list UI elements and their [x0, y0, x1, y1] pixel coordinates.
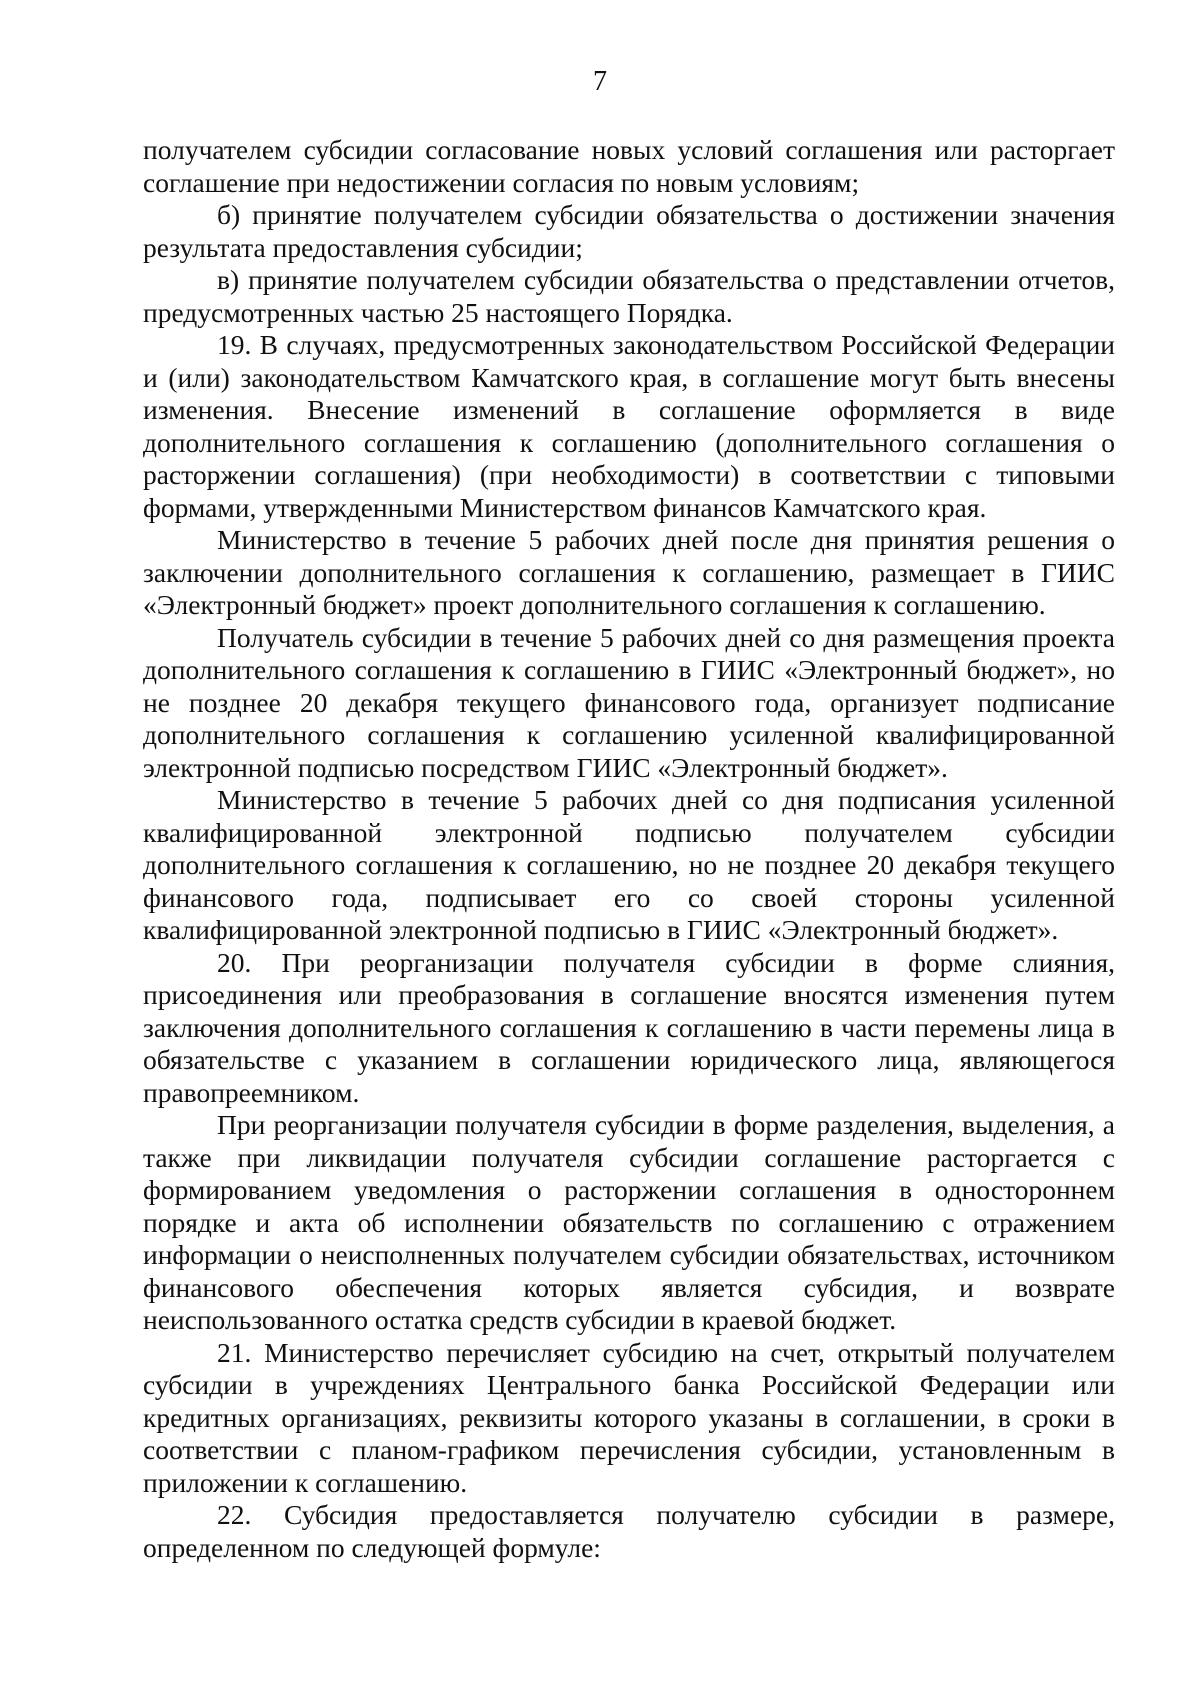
paragraph-21: 21. Министерство перечисляет субсидию на счет, открытый получателем субсидии в учреждениях Центрального банка Российской Федерации или кредитных организациях, реквизиты которого указаны в соглашении, в сроки в соответствии с планом-графиком перечисления субсидии, установленным в приложении к соглашению.: [143, 1336, 1115, 1498]
paragraph-19: 19. В случаях, предусмотренных законодательством Российской Федерации и (или) законодательством Камчатского края, в соглашение могут быть внесены изменения. Внесение изменений в соглашение оформляется в виде дополнительного соглашения к соглашению (дополнительного соглашения о расторжении соглашения) (при необходимости) в соответствии с типовыми формами, утвержденными Министерством финансов Камчатского края.: [143, 329, 1115, 523]
paragraph-22: 22. Субсидия предоставляется получателю субсидии в размере, определенном по следующей формуле:: [143, 1499, 1115, 1563]
paragraph-19-recipient: Получатель субсидии в течение 5 рабочих дней со дня размещения проекта дополнительного соглашения к соглашению в ГИИС «Электронный бюджет», но не позднее 20 декабря текущего финансового года, организует подписание дополнительного соглашения к соглашению усиленной квалифицированной электронной подписью посредством ГИИС «Электронный бюджет».: [143, 621, 1115, 783]
paragraph-item-b: б) принятие получателем субсидии обязательства о достижении значения результата предоставления субсидии;: [143, 199, 1115, 263]
paragraph-20: 20. При реорганизации получателя субсидии в форме слияния, присоединения или преобразования в соглашение вносятся изменения путем заключения дополнительного соглашения к соглашению в части перемены лица в обязательстве с указанием в соглашении юридического лица, являющегося правопреемником.: [143, 946, 1115, 1108]
page-number: 7: [593, 66, 607, 97]
paragraph-19-ministry: Министерство в течение 5 рабочих дней после дня принятия решения о заключении дополнительного соглашения к соглашению, размещает в ГИИС «Электронный бюджет» проект дополнительного соглашения к соглашению.: [143, 524, 1115, 620]
paragraph-20-division: При реорганизации получателя субсидии в форме разделения, выделения, а также при ликвидации получателя субсидии соглашение расторгается с формированием уведомления о расторжении соглашения в одностороннем порядке и акта об исполнении обязательств по соглашению с отражением информации о неисполненных получателем субсидии обязательствах, источником финансового обеспечения которых является субсидия, и возврате неиспользованного остатка средств субсидии в краевой бюджет.: [143, 1109, 1115, 1335]
document-body: [143, 134, 1115, 1564]
paragraph-item-v: в) принятие получателем субсидии обязательства о представлении отчетов, предусмотренных частью 25 настоящего Порядка.: [143, 264, 1115, 328]
paragraph-19-signing: Министерство в течение 5 рабочих дней со дня подписания усиленной квалифицированной электронной подписью получателем субсидии дополнительного соглашения к соглашению, но не позднее 20 декабря текущего финансового года, подписывает его со своей стороны усиленной квалифицированной электронной подписью в ГИИС «Электронный бюджет».: [143, 784, 1115, 945]
paragraph-continuation: получателем субсидии согласование новых условий соглашения или расторгает соглашение при недостижении согласия по новым условиям;: [143, 134, 1115, 198]
